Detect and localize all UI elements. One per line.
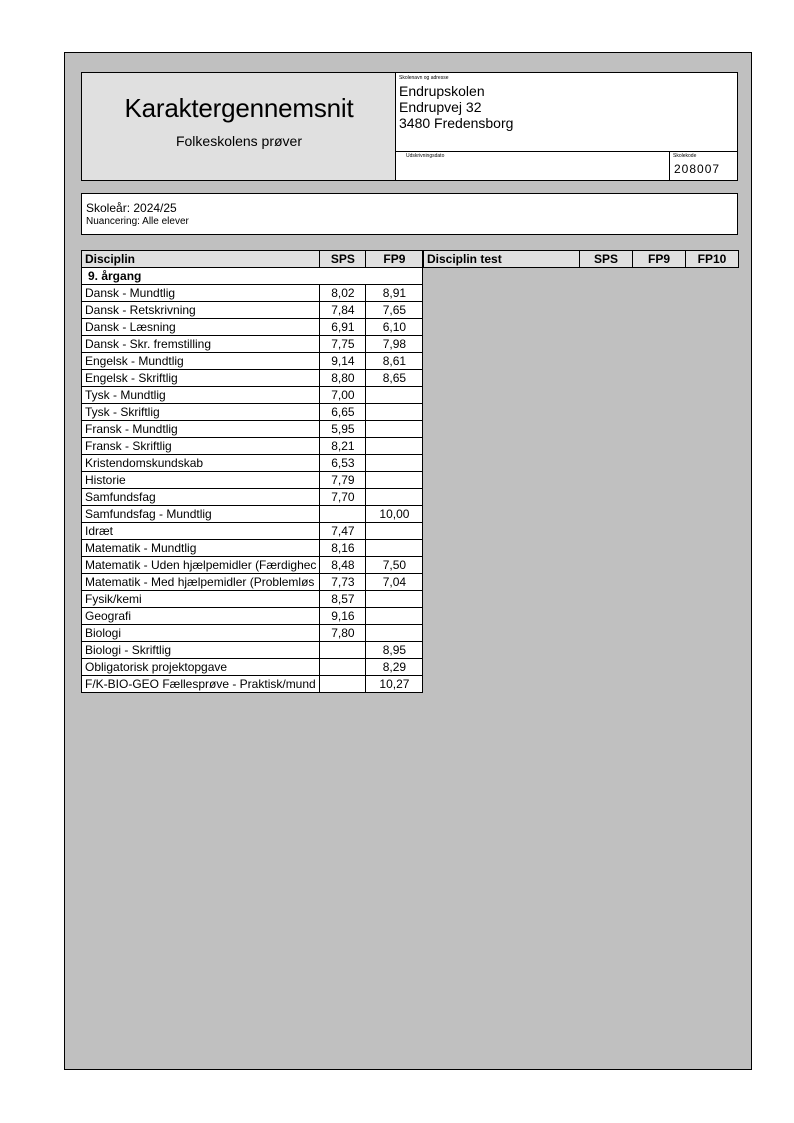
test-table: [423, 250, 739, 268]
table-row: [82, 557, 423, 574]
grades-table: [81, 250, 423, 693]
school-address-block: [396, 73, 737, 152]
discipline-cell: F/K-BIO-GEO Fællesprøve - Praktisk/mund: [82, 676, 320, 693]
fp9-cell: [366, 421, 423, 438]
school-code-cell: [670, 152, 737, 180]
discipline-cell: Historie: [82, 472, 320, 489]
sps-cell: 8,80: [320, 370, 366, 387]
table-row: [82, 676, 423, 693]
school-street: Endrupvej 32: [399, 99, 482, 115]
table-row: [82, 574, 423, 591]
fp9-cell: 7,98: [366, 336, 423, 353]
nuancing: Nuancering: Alle elever: [86, 216, 189, 227]
group-row: [82, 268, 423, 285]
school-code: 208007: [674, 162, 721, 176]
group-label: 9. årgang: [82, 268, 423, 285]
fp9-cell: 6,10: [366, 319, 423, 336]
header-discipline-test: Disciplin test: [424, 251, 580, 268]
table-row: [82, 642, 423, 659]
discipline-cell: Geografi: [82, 608, 320, 625]
table-row: [82, 540, 423, 557]
discipline-cell: Engelsk - Skriftlig: [82, 370, 320, 387]
discipline-cell: Matematik - Uden hjælpemidler (Færdighec: [82, 557, 320, 574]
fp9-cell: 8,61: [366, 353, 423, 370]
school-caption: Skolenavn og adresse: [399, 75, 449, 81]
fp9-cell: [366, 625, 423, 642]
discipline-cell: Samfundsfag - Mundtlig: [82, 506, 320, 523]
page-title: Karaktergennemsnit: [124, 93, 354, 123]
table-row: [82, 472, 423, 489]
print-date-caption: Udskrivningsdato: [406, 153, 445, 159]
header-fp9: FP9: [366, 251, 423, 268]
header-test-fp9: FP9: [633, 251, 686, 268]
fp9-cell: [366, 455, 423, 472]
fp9-cell: 7,50: [366, 557, 423, 574]
print-date-cell: [396, 152, 670, 180]
sps-cell: 7,00: [320, 387, 366, 404]
page-subtitle: Folkeskolens prøver: [175, 133, 303, 149]
fp9-cell: [366, 523, 423, 540]
fp9-cell: [366, 540, 423, 557]
header-discipline: Disciplin: [82, 251, 320, 268]
table-row: [82, 455, 423, 472]
table-row: [82, 404, 423, 421]
school-city: 3480 Fredensborg: [399, 115, 514, 131]
sps-cell: 8,21: [320, 438, 366, 455]
sps-cell: 6,91: [320, 319, 366, 336]
table-row: [82, 302, 423, 319]
table-row: [82, 489, 423, 506]
sps-cell: [320, 642, 366, 659]
discipline-cell: Dansk - Retskrivning: [82, 302, 320, 319]
fp9-cell: [366, 472, 423, 489]
table-row: [82, 591, 423, 608]
header-test-sps: SPS: [580, 251, 633, 268]
title-panel: [82, 73, 396, 180]
header-test-fp10: FP10: [686, 251, 739, 268]
discipline-cell: Biologi - Skriftlig: [82, 642, 320, 659]
fp9-cell: [366, 438, 423, 455]
discipline-cell: Matematik - Mundtlig: [82, 540, 320, 557]
sps-cell: 7,79: [320, 472, 366, 489]
table-row: [82, 438, 423, 455]
discipline-cell: Fransk - Skriftlig: [82, 438, 320, 455]
discipline-cell: Fysik/kemi: [82, 591, 320, 608]
fp9-cell: 7,65: [366, 302, 423, 319]
discipline-cell: Matematik - Med hjælpemidler (Problemløs: [82, 574, 320, 591]
fp9-cell: 8,29: [366, 659, 423, 676]
sps-cell: 7,70: [320, 489, 366, 506]
fp9-cell: [366, 387, 423, 404]
fp9-cell: 10,27: [366, 676, 423, 693]
sps-cell: 7,47: [320, 523, 366, 540]
fp9-cell: [366, 591, 423, 608]
table-row: [82, 421, 423, 438]
discipline-cell: Obligatorisk projektopgave: [82, 659, 320, 676]
discipline-cell: Dansk - Læsning: [82, 319, 320, 336]
school-code-caption: Skolekode: [673, 153, 697, 159]
discipline-cell: Samfundsfag: [82, 489, 320, 506]
sps-cell: 8,16: [320, 540, 366, 557]
discipline-cell: Kristendomskundskab: [82, 455, 320, 472]
table-row: [82, 387, 423, 404]
sps-cell: 8,57: [320, 591, 366, 608]
fp9-cell: 8,95: [366, 642, 423, 659]
discipline-cell: Engelsk - Mundtlig: [82, 353, 320, 370]
sps-cell: 8,48: [320, 557, 366, 574]
table-row: [82, 608, 423, 625]
sps-cell: [320, 506, 366, 523]
table-row: [82, 506, 423, 523]
report-sheet: [64, 52, 752, 1070]
sps-cell: 7,75: [320, 336, 366, 353]
discipline-cell: Biologi: [82, 625, 320, 642]
school-name: Endrupskolen: [399, 83, 485, 99]
discipline-cell: Dansk - Skr. fremstilling: [82, 336, 320, 353]
table-row: [82, 319, 423, 336]
report-header: [81, 72, 738, 181]
sps-cell: 7,80: [320, 625, 366, 642]
sps-cell: 6,53: [320, 455, 366, 472]
sps-cell: 7,84: [320, 302, 366, 319]
header-sps: SPS: [320, 251, 366, 268]
sps-cell: 7,73: [320, 574, 366, 591]
sps-cell: 6,65: [320, 404, 366, 421]
fp9-cell: [366, 608, 423, 625]
discipline-cell: Tysk - Mundtlig: [82, 387, 320, 404]
table-row: [82, 353, 423, 370]
fp9-cell: [366, 404, 423, 421]
discipline-cell: Dansk - Mundtlig: [82, 285, 320, 302]
sps-cell: 9,14: [320, 353, 366, 370]
school-year: Skoleår: 2024/25: [86, 201, 177, 215]
discipline-cell: Fransk - Mundtlig: [82, 421, 320, 438]
sps-cell: 8,02: [320, 285, 366, 302]
fp9-cell: 7,04: [366, 574, 423, 591]
discipline-cell: Idræt: [82, 523, 320, 540]
grades-table-header: [82, 251, 423, 268]
sps-cell: 5,95: [320, 421, 366, 438]
discipline-cell: Tysk - Skriftlig: [82, 404, 320, 421]
table-row: [82, 659, 423, 676]
sps-cell: [320, 659, 366, 676]
info-box: [81, 193, 738, 235]
sps-cell: 9,16: [320, 608, 366, 625]
table-row: [82, 285, 423, 302]
table-row: [82, 523, 423, 540]
sps-cell: [320, 676, 366, 693]
fp9-cell: 10,00: [366, 506, 423, 523]
test-table-header: [424, 251, 739, 268]
table-row: [82, 370, 423, 387]
table-row: [82, 625, 423, 642]
fp9-cell: 8,65: [366, 370, 423, 387]
fp9-cell: [366, 489, 423, 506]
table-row: [82, 336, 423, 353]
fp9-cell: 8,91: [366, 285, 423, 302]
